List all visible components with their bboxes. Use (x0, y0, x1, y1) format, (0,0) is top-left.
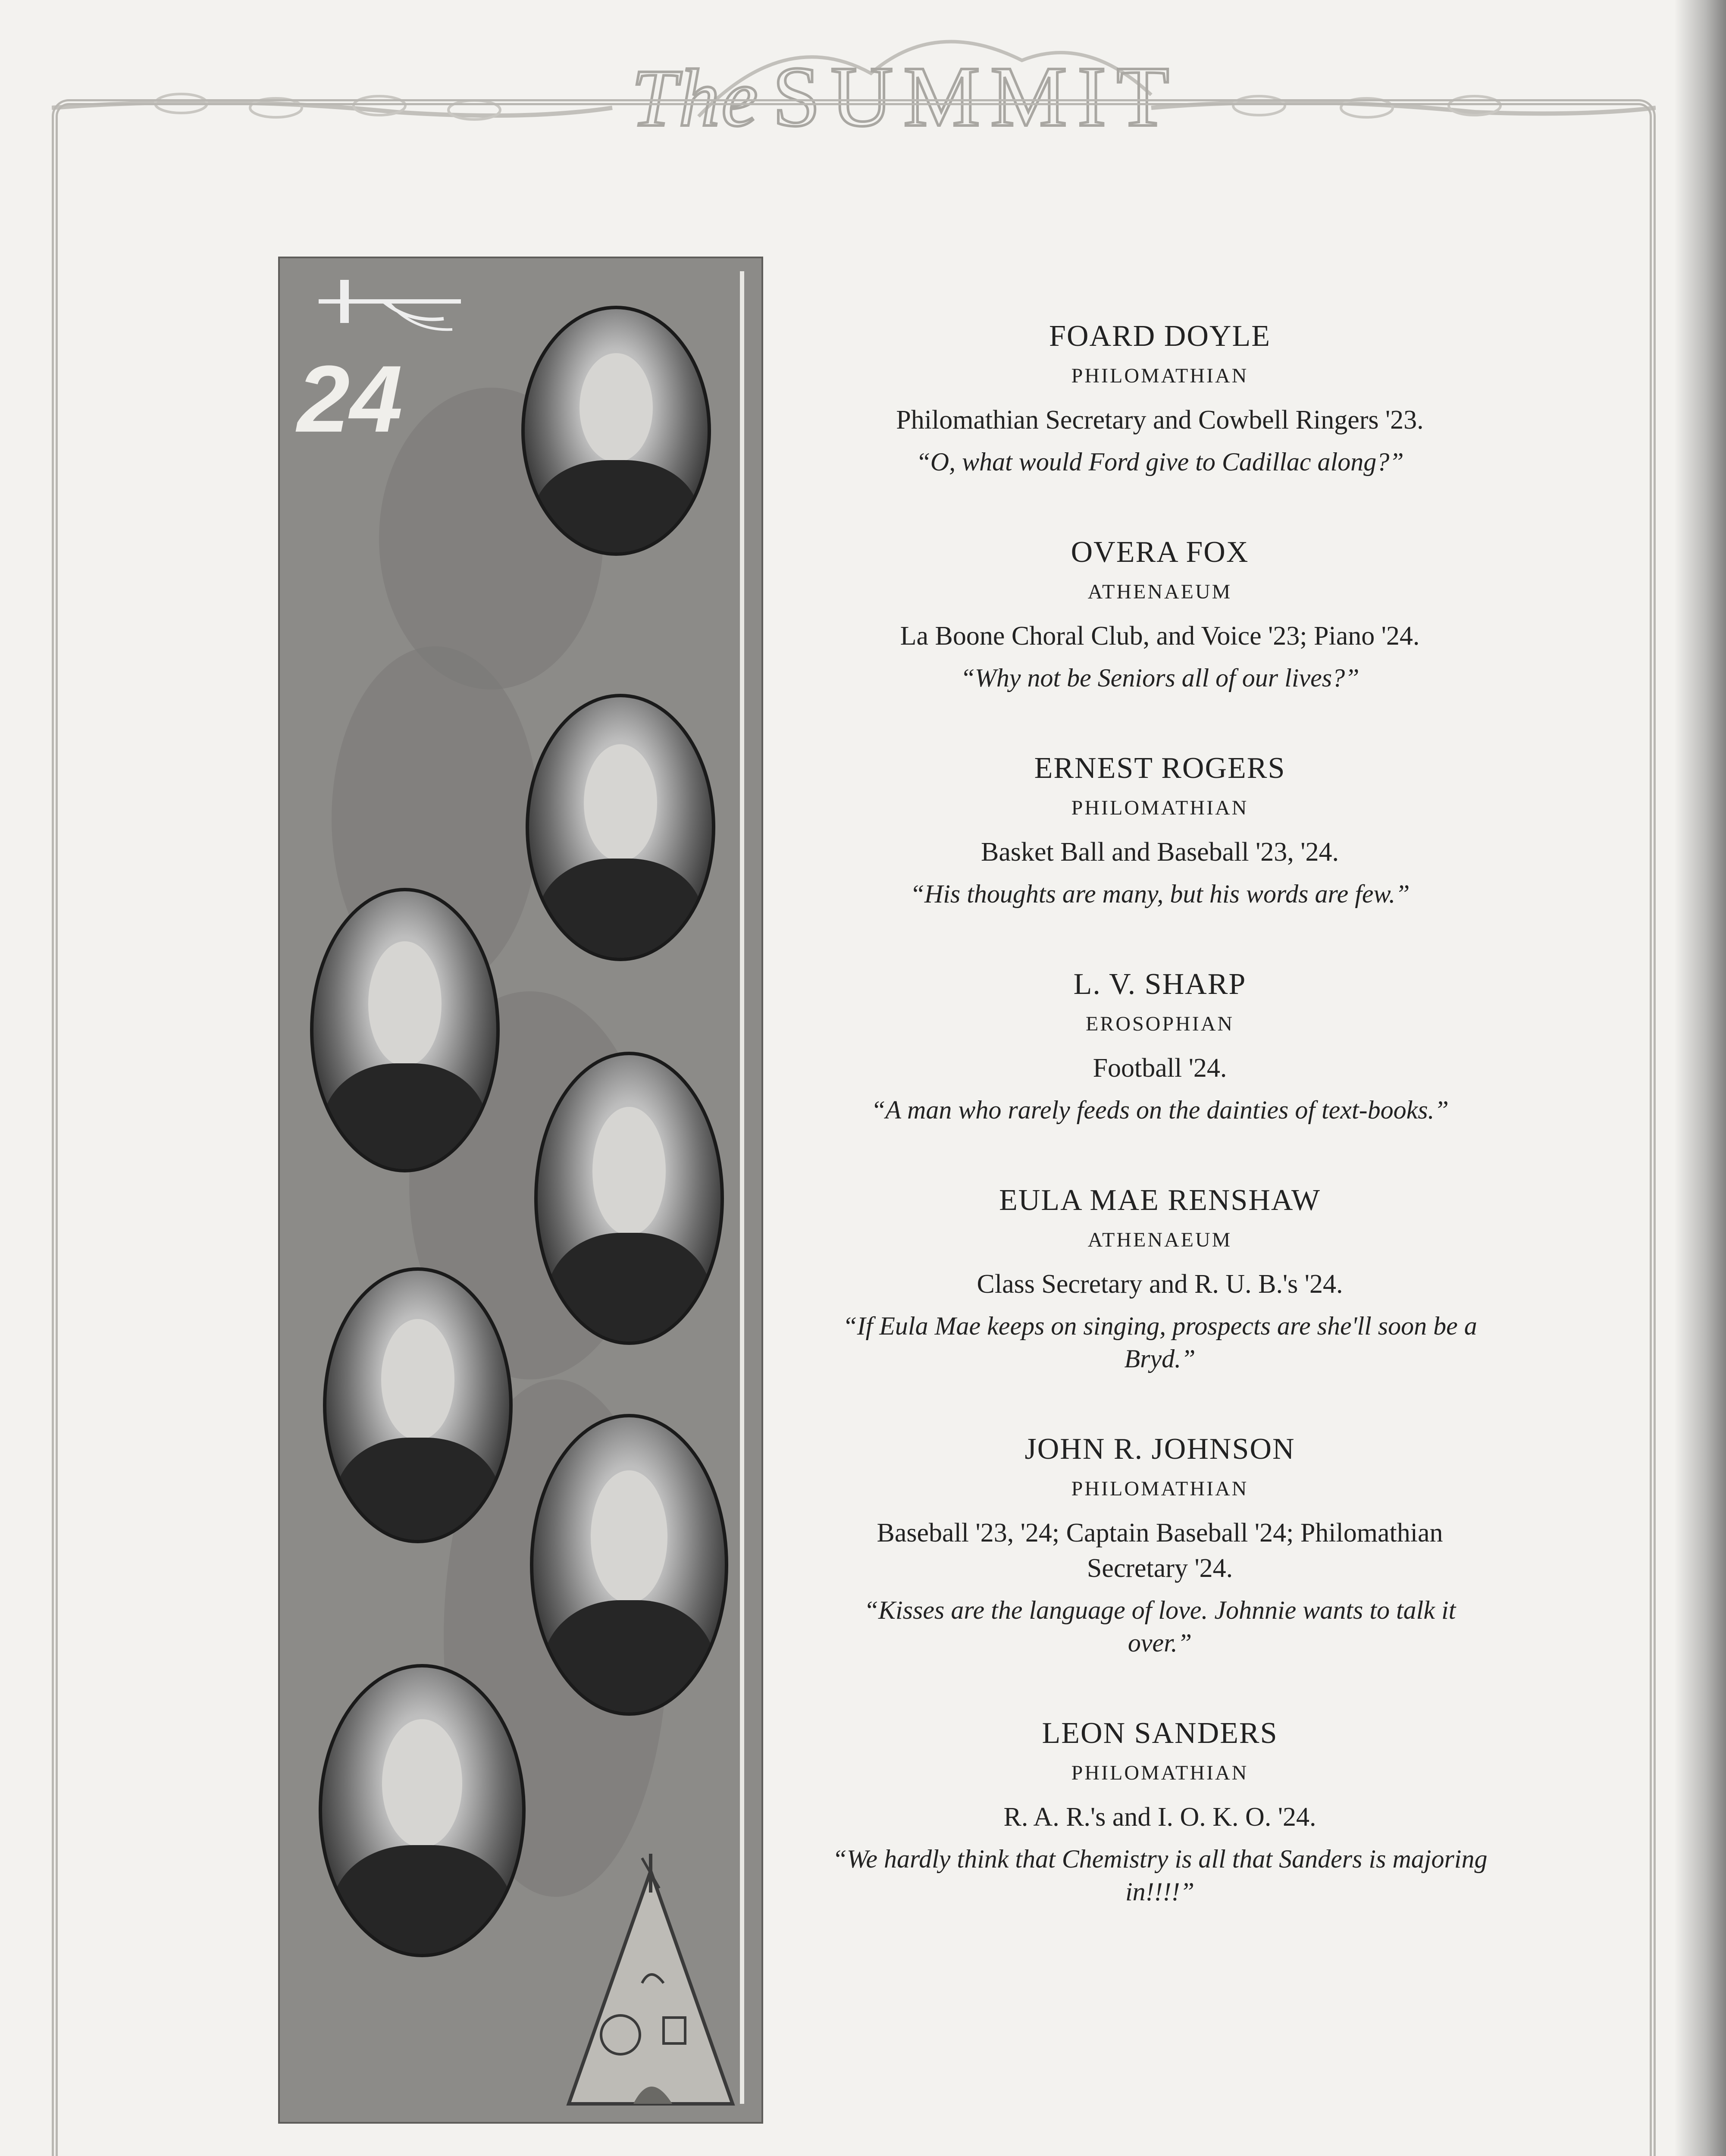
student-activities: Baseball '23, '24; Captain Baseball '24; Philomathian Secretary '24. (877, 1518, 1443, 1583)
binding-shadow (1674, 0, 1726, 2156)
student-society: ATHENAEUM (1087, 580, 1232, 603)
student-society: PHILOMATHIAN (1071, 1761, 1249, 1784)
student-quote: “Why not be Seniors all of our lives?” (960, 664, 1359, 692)
student-society: PHILOMATHIAN (1071, 1477, 1249, 1500)
tomahawk-icon (314, 267, 470, 336)
student-society: EROSOPHIAN (1085, 1012, 1234, 1035)
student-entry (832, 1183, 1488, 1375)
teepee-icon (560, 1854, 741, 2112)
student-entry (832, 751, 1488, 910)
portrait-lv-sharp (534, 1052, 724, 1345)
student-activities: Class Secretary and R. U. B.'s '24. (977, 1269, 1343, 1299)
student-name: FOARD DOYLE (1049, 320, 1271, 353)
student-quote: “If Eula Mae keeps on singing, prospects are she'll soon be a Bryd.” (843, 1312, 1477, 1373)
portrait-overa-fox (526, 694, 715, 961)
student-society: PHILOMATHIAN (1071, 364, 1249, 387)
student-activities: Basket Ball and Baseball '23, '24. (981, 837, 1339, 867)
student-society: PHILOMATHIAN (1071, 796, 1249, 819)
portrait-foard-doyle (521, 306, 711, 556)
student-entry (832, 319, 1488, 478)
class-year-label: 24 (297, 346, 403, 452)
portrait-ernest-rogers (310, 888, 500, 1172)
student-quote: “We hardly think that Chemistry is all that Sanders is majoring in!!!!” (832, 1845, 1488, 1906)
header-title-main: SUMMIT (772, 49, 1180, 144)
panel-border-line (740, 271, 744, 2104)
student-entry (832, 967, 1488, 1126)
header-title-the: The (631, 53, 760, 144)
student-entry (832, 1432, 1488, 1659)
student-name: LEON SANDERS (1042, 1717, 1278, 1750)
portrait-john-johnson (530, 1414, 728, 1716)
student-quote: “Kisses are the language of love. Johnnie wants to talk it over.” (864, 1596, 1456, 1657)
student-activities: Philomathian Secretary and Cowbell Ringers '23. (896, 405, 1424, 435)
portrait-leon-sanders (319, 1664, 526, 1957)
student-name: OVERA FOX (1071, 536, 1249, 569)
student-entry (832, 1716, 1488, 1908)
student-society: ATHENAEUM (1087, 1228, 1232, 1251)
student-activities: Football '24. (1093, 1053, 1227, 1083)
photo-panel (278, 257, 763, 2124)
student-name: ERNEST ROGERS (1034, 752, 1286, 785)
student-entries (832, 319, 1488, 1965)
student-entry (832, 535, 1488, 694)
student-quote: “A man who rarely feeds on the dainties of text-books.” (871, 1096, 1449, 1124)
student-name: L. V. SHARP (1073, 968, 1247, 1001)
student-name: EULA MAE RENSHAW (999, 1184, 1321, 1217)
student-quote: “O, what would Ford give to Cadillac along?” (916, 448, 1404, 476)
student-activities: R. A. R.'s and I. O. K. O. '24. (1003, 1802, 1316, 1832)
student-quote: “His thoughts are many, but his words are few.” (910, 880, 1410, 908)
student-activities: La Boone Choral Club, and Voice '23; Piano '24. (900, 621, 1420, 651)
portrait-eula-mae-renshaw (323, 1267, 513, 1543)
student-name: JOHN R. JOHNSON (1024, 1432, 1295, 1466)
